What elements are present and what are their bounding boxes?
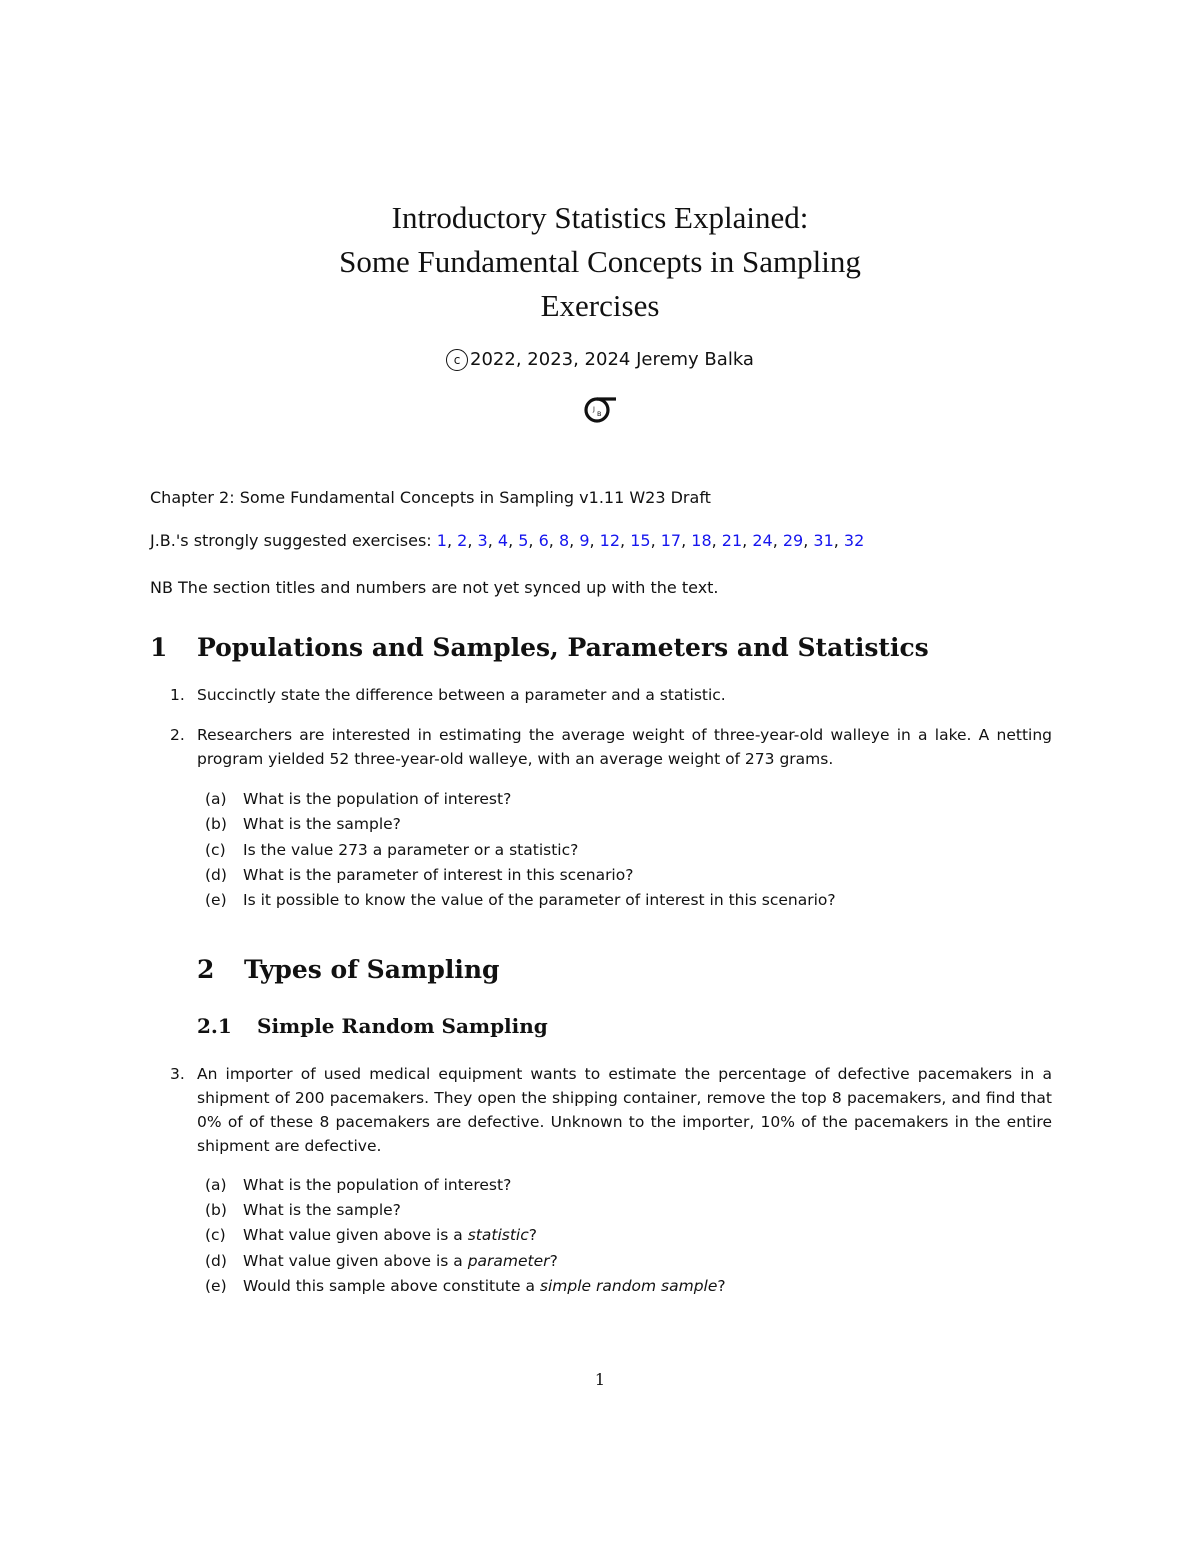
suggested-exercise-link[interactable]: 5 bbox=[518, 531, 529, 550]
part-text-suffix: ? bbox=[717, 1277, 726, 1295]
part-text-suffix: ? bbox=[528, 1226, 537, 1244]
suggested-exercise-link[interactable]: 18 bbox=[691, 531, 712, 550]
exercise-2-part-e bbox=[205, 891, 836, 909]
part-label: (b) bbox=[205, 815, 227, 833]
exercise-2-part-c bbox=[205, 841, 578, 859]
comma-separator: , bbox=[589, 531, 600, 550]
document-title bbox=[0, 196, 1200, 328]
comma-separator: , bbox=[681, 531, 692, 550]
part-label: (a) bbox=[205, 790, 227, 808]
part-text-prefix: Would this sample above constitute a bbox=[243, 1277, 540, 1295]
part-text: What is the population of interest? bbox=[243, 1176, 512, 1194]
svg-text:J: J bbox=[593, 405, 595, 413]
exercise-text: Succinctly state the difference between a parameter and a statistic. bbox=[197, 686, 726, 704]
exercise-text: An importer of used medical equipment wants to estimate the percentage of defective pacemakers in a shipment of 200 pacemakers. They open the shipping container, remove the top 8 pacemakers, and find that 0% of of these 8 pacemakers are defective. Unknown to the importer, 10% of the pacemakers in the entire shipment are defective. bbox=[197, 1065, 1052, 1155]
exercise-3-part-b bbox=[205, 1201, 401, 1219]
section-title: Populations and Samples, Parameters and Statistics bbox=[197, 633, 929, 662]
suggested-exercise-link[interactable]: 12 bbox=[599, 531, 621, 550]
suggested-exercise-link[interactable]: 24 bbox=[752, 531, 773, 550]
suggested-exercise-link[interactable]: 31 bbox=[813, 531, 834, 550]
part-text: What is the sample? bbox=[243, 815, 401, 833]
part-text: What is the sample? bbox=[243, 1201, 401, 1219]
comma-separator: , bbox=[772, 531, 783, 550]
subsection-title: Simple Random Sampling bbox=[257, 1014, 548, 1038]
exercise-3 bbox=[170, 1062, 1052, 1158]
part-label: (c) bbox=[205, 841, 226, 859]
subsection-number: 2.1 bbox=[197, 1014, 232, 1038]
section-number: 1 bbox=[150, 633, 168, 662]
nb-note: NB The section titles and numbers are not yet synced up with the text. bbox=[150, 578, 719, 597]
suggested-exercise-link[interactable]: 17 bbox=[660, 531, 682, 550]
part-text-emphasis: simple random sample bbox=[539, 1277, 718, 1295]
section-number: 2 bbox=[197, 955, 215, 984]
exercise-3-part-c bbox=[205, 1226, 537, 1244]
comma-separator: , bbox=[528, 531, 539, 550]
part-label: (d) bbox=[205, 866, 227, 884]
exercise-3-part-a bbox=[205, 1176, 511, 1194]
copyright-line bbox=[0, 349, 1200, 371]
comma-separator: , bbox=[508, 531, 519, 550]
comma-separator: , bbox=[569, 531, 580, 550]
part-label: (a) bbox=[205, 1176, 227, 1194]
comma-separator: , bbox=[487, 531, 498, 550]
suggested-exercise-link[interactable]: 3 bbox=[477, 531, 488, 550]
part-label: (b) bbox=[205, 1201, 227, 1219]
part-text: Is the value 273 a parameter or a statistic? bbox=[243, 841, 579, 859]
suggested-exercise-link[interactable]: 6 bbox=[538, 531, 549, 550]
exercise-2 bbox=[170, 723, 1052, 771]
exercise-number: 3. bbox=[170, 1065, 185, 1083]
suggested-label: J.B.'s strongly suggested exercises: bbox=[150, 531, 432, 550]
part-text: Is it possible to know the value of the parameter of interest in this scenario? bbox=[243, 891, 836, 909]
comma-separator: , bbox=[742, 531, 753, 550]
part-label: (e) bbox=[205, 1277, 227, 1295]
comma-separator: , bbox=[620, 531, 631, 550]
part-text-prefix: What value given above is a bbox=[243, 1252, 468, 1270]
copyright-icon: c bbox=[446, 349, 468, 371]
exercise-2-part-b bbox=[205, 815, 401, 833]
part-text-prefix: What value given above is a bbox=[243, 1226, 468, 1244]
suggested-exercise-link[interactable]: 29 bbox=[782, 531, 804, 550]
suggested-exercise-link[interactable]: 9 bbox=[579, 531, 590, 550]
suggested-exercise-link[interactable]: 4 bbox=[497, 531, 509, 550]
svg-text:B: B bbox=[597, 410, 602, 418]
suggested-exercise-link[interactable]: 32 bbox=[843, 531, 865, 550]
subsection-heading-2-1 bbox=[197, 1014, 548, 1038]
suggested-exercise-link[interactable]: 21 bbox=[721, 531, 743, 550]
suggested-exercise-link[interactable]: 8 bbox=[558, 531, 570, 550]
suggested-exercises bbox=[150, 531, 864, 550]
suggested-exercise-link[interactable]: 1 bbox=[436, 531, 447, 550]
title-line-3: Exercises bbox=[540, 288, 660, 323]
comma-separator: , bbox=[711, 531, 722, 550]
chapter-line: Chapter 2: Some Fundamental Concepts in Sampling v1.11 W23 Draft bbox=[150, 488, 711, 507]
part-label: (c) bbox=[205, 1226, 226, 1244]
comma-separator: , bbox=[833, 531, 844, 550]
suggested-exercise-link[interactable]: 2 bbox=[457, 531, 468, 550]
comma-separator: , bbox=[803, 531, 814, 550]
title-line-1: Introductory Statistics Explained: bbox=[391, 200, 809, 235]
part-text-emphasis: parameter bbox=[467, 1252, 550, 1270]
comma-separator: , bbox=[446, 531, 458, 550]
comma-separator: , bbox=[548, 531, 559, 550]
part-text: What is the population of interest? bbox=[243, 790, 512, 808]
suggested-links bbox=[437, 531, 864, 550]
comma-separator: , bbox=[650, 531, 661, 550]
exercise-2-part-d bbox=[205, 866, 633, 884]
part-label: (d) bbox=[205, 1252, 227, 1270]
sigma-jb-logo-icon bbox=[580, 392, 620, 424]
exercise-2-part-a bbox=[205, 790, 511, 808]
page-number: 1 bbox=[594, 1370, 606, 1389]
exercise-1 bbox=[170, 683, 1052, 707]
exercise-3-part-e bbox=[205, 1277, 726, 1295]
part-text-emphasis: statistic bbox=[467, 1226, 529, 1244]
part-text-suffix: ? bbox=[549, 1252, 558, 1270]
section-heading-2 bbox=[197, 955, 500, 984]
part-text: What is the parameter of interest in this scenario? bbox=[243, 866, 634, 884]
exercise-number: 1. bbox=[170, 686, 185, 704]
part-label: (e) bbox=[205, 891, 227, 909]
exercise-text: Researchers are interested in estimating the average weight of three-year-old walleye in a lake. A netting program yielded 52 three-year-old walleye, with an average weight of 273 grams. bbox=[197, 726, 1052, 768]
exercise-number: 2. bbox=[170, 726, 185, 744]
suggested-exercise-link[interactable]: 15 bbox=[630, 531, 651, 550]
title-line-2: Some Fundamental Concepts in Sampling bbox=[339, 244, 861, 279]
comma-separator: , bbox=[467, 531, 478, 550]
copyright-text: 2022, 2023, 2024 Jeremy Balka bbox=[470, 349, 754, 370]
section-title: Types of Sampling bbox=[244, 955, 500, 984]
exercise-3-part-d bbox=[205, 1252, 558, 1270]
section-heading-1 bbox=[150, 633, 929, 662]
